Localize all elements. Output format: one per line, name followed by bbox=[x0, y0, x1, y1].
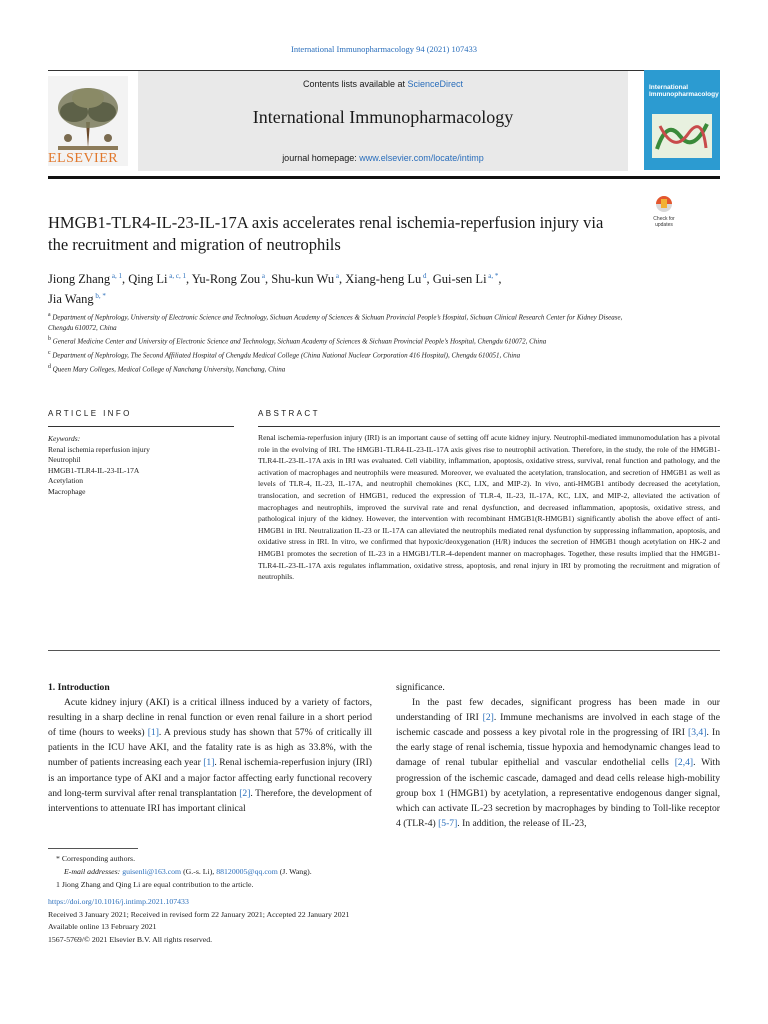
keyword: Acetylation bbox=[48, 476, 83, 485]
body-column-left bbox=[48, 680, 372, 816]
author-name[interactable]: Gui-sen Li bbox=[432, 272, 487, 287]
affiliation bbox=[48, 334, 648, 347]
keyword: HMGB1-TLR4-IL-23-IL-17A bbox=[48, 465, 140, 475]
footnotes bbox=[48, 852, 448, 891]
keyword: Renal ischemia reperfusion injury bbox=[48, 444, 150, 454]
affiliation-text: Queen Mary Colleges, Medical College of Nanchang University, Nanchang, China bbox=[50, 365, 286, 374]
author-affiliation-marker[interactable]: b, * bbox=[93, 292, 106, 301]
author-name[interactable]: Shu-kun Wu bbox=[271, 272, 335, 287]
author-separator: , bbox=[426, 272, 433, 287]
body-text: . Therefore, the development of interventions to attenuate IRI has important clinical bbox=[48, 787, 372, 814]
citation-link[interactable]: [3,4] bbox=[688, 727, 707, 739]
homepage-prefix: journal homepage: bbox=[282, 153, 360, 163]
affiliation bbox=[48, 362, 648, 375]
body-text: . Immune mechanisms are involved in each stage of the ischemic cascade and possess a key pivotal role in the progressing of IRI bbox=[396, 712, 720, 739]
abstract-heading: ABSTRACT bbox=[258, 409, 320, 418]
author-affiliation-marker[interactable]: a, 1 bbox=[110, 272, 123, 280]
citation-link[interactable]: [1] bbox=[147, 727, 159, 739]
journal-banner bbox=[138, 71, 628, 171]
doi-link[interactable]: https://doi.org/10.1016/j.intimp.2021.107433 bbox=[48, 897, 189, 906]
citation-link[interactable]: [2,4] bbox=[674, 757, 694, 769]
citation-link[interactable]: [2] bbox=[239, 787, 251, 799]
elsevier-wordmark[interactable]: ELSEVIER bbox=[48, 151, 119, 166]
body-text: In the past few decades, significant progress has been made in our understanding of IRI bbox=[396, 697, 720, 724]
received-dates: Received 3 January 2021; Received in revised form 22 January 2021; Accepted 22 January 2021 bbox=[48, 909, 350, 919]
svg-text:Check for: Check for bbox=[653, 216, 675, 222]
email-link-2[interactable]: 88120005@qq.com bbox=[216, 867, 278, 876]
body-text: . In addition, the release of IL-23, bbox=[457, 817, 587, 829]
author-name[interactable]: Xiang-heng Lu bbox=[345, 272, 422, 287]
contents-line bbox=[138, 79, 628, 89]
affiliation bbox=[48, 348, 648, 361]
publication-info bbox=[48, 896, 548, 946]
paragraph bbox=[396, 695, 720, 831]
keywords-block bbox=[48, 434, 234, 497]
body-text: Acute kidney injury (AKI) is a critical illness induced by a variety of factors, resulting in a sharp decline in renal function or even renal failure in a short period of time (hours to weeks) bbox=[48, 697, 372, 739]
body-column-right bbox=[396, 680, 720, 831]
author-name[interactable]: Yu-Rong Zou bbox=[191, 272, 261, 287]
author-affiliation-marker[interactable]: a bbox=[334, 272, 339, 280]
keywords-heading: Keywords: bbox=[48, 434, 81, 443]
author-list bbox=[48, 268, 668, 308]
author-name[interactable]: Qing Li bbox=[128, 272, 168, 287]
author-name[interactable]: Jiong Zhang bbox=[48, 272, 111, 287]
abstract-rule bbox=[258, 426, 720, 427]
sciencedirect-link[interactable]: ScienceDirect bbox=[407, 79, 464, 89]
journal-title: International Immunopharmacology bbox=[252, 107, 514, 127]
affiliation-text: Department of Nephrology, University of Electronic Science and Technology, Sichuan Academy of Sciences & Sichuan Provincial People’s Hospital, Sichuan Clinical Research Center for Kidney Disease, Chengdu 610072, China bbox=[48, 313, 623, 332]
author-separator: , bbox=[498, 272, 502, 287]
cover-graphic bbox=[652, 114, 712, 158]
homepage-line bbox=[138, 153, 628, 163]
abstract-bottom-rule bbox=[48, 650, 720, 651]
section-heading-introduction: 1. Introduction bbox=[48, 682, 110, 693]
affiliation-list bbox=[48, 310, 648, 376]
keyword: Neutrophil bbox=[48, 455, 81, 464]
keyword: Macrophage bbox=[48, 486, 86, 496]
check-for-updates-badge[interactable] bbox=[646, 193, 682, 229]
email-owner-2: (J. Wang). bbox=[277, 867, 312, 876]
affiliation-text: General Medicine Center and University of Electronic Science and Technology, Sichuan Academy of Sciences & Sichuan Provincial People’s Hospital, Chengdu 610072, China bbox=[50, 337, 547, 346]
author-affiliation-marker[interactable]: d bbox=[421, 272, 427, 280]
paragraph-continuation: significance. bbox=[396, 682, 445, 693]
affiliation-label: b bbox=[48, 336, 51, 343]
affiliation-text: Department of Nephrology, The Second Affiliated Hospital of Chengdu Medical College (China National Nuclear Corporation 416 Hospital), Chengdu 610051, China bbox=[50, 351, 521, 360]
author-name[interactable]: Jia Wang bbox=[48, 292, 94, 307]
cover-title: International Immunopharmacology bbox=[649, 84, 719, 98]
contents-prefix: Contents lists available at bbox=[302, 79, 408, 89]
author-separator: , bbox=[185, 272, 192, 287]
email-owner-1: (G.-s. Li), bbox=[181, 867, 217, 876]
email-link-1[interactable]: guisenli@163.com bbox=[122, 867, 182, 876]
footnote-rule bbox=[48, 848, 138, 849]
svg-text:updates: updates bbox=[655, 222, 673, 228]
article-title: HMGB1-TLR4-IL-23-IL-17A axis accelerates renal ischemia-reperfusion injury via the recruitment and migration of neutrophils bbox=[48, 213, 604, 254]
email-label: E-mail addresses: bbox=[64, 867, 123, 876]
corresponding-note: * Corresponding authors. bbox=[56, 854, 136, 863]
author-affiliation-marker[interactable]: a, * bbox=[486, 272, 499, 280]
body-text: . With progression of the ischemic cascade, damaged and dead cells release high-mobility group box 1 (HMGB1) by acetylation, a representative endogenous danger signal, which can activate IL-23 secretion by macrophages by binding to Toll-like receptor 4 (TLR-4) bbox=[396, 757, 720, 829]
body-text: . A previous study has shown that 57% of critically ill patients in the ICU have AKI, and the fatality rate is as high as 33.8%, with the number of patients increasing each year bbox=[48, 727, 372, 769]
abstract-text: Renal ischemia-reperfusion injury (IRI) is an important cause of setting off acute kidney injury. Neutrophil-mediated immunomodulation has a pivotal role in the evolving of IRI. The HMGB1-TLR4-IL-23-IL-17A axis gives rise to neutrophil activation. Therefore, in the study, the role of the HMGB1-TLR4-IL-23-IL-17A axis in IRI was evaluated. Cell viability, inflammation, apoptosis, oxidative stress, survival, renal function and pathology, and the activation of macrophages and neutrophils were measured. Moreover, we evaluated the acetylation, translocation, and secretion of HMGB1 as well as levels of TLR-4, IL-23, IL-17A, and neutrophil chemokines (KC, LIX, and MIP-2). In vivo, anti-HMGB1 antibody decreased the acetylation, translocation, and secretion of HMGB1, reduced the expression of TLR-4, IL-23, IL-17A, KC, LIX, and MIP-2, alleviated the activation of macrophages and neutrophils, improved the survival rate and renal dysfunction, and decreased inflammation, apoptosis, oxidative stress, and pathological injury of the kidney. However, the intervention with recombinant HMGB1(R-HMGB1) significantly abolish the above effect of anti-HMGB1 in IRI. Neutralization IL-23 or IL-17A can alleviated the neutrophils mediated renal dysfunction by suppressing inflammation, apoptosis, and oxidative stress in IRI. In vitro, we confirmed that hypoxic/deoxygenation (H/R) induces the secretion of HMGB1 though acetylation on HK-2 and HMGB1 promotes the secretion of IL-23 in a HMGB1/TLR-4-dependent manner on macrophages. Together, these results implied that the HMGB1-TLR4-IL-23-IL-17A axis regulates inflammation, oxidative stress, apoptosis, and renal injury in IRI by promoting the recruitment and migration of neutrophils. bbox=[258, 433, 720, 582]
body-text: . In the early stage of renal ischemia, tissue hypoxia and hemodynamic changes lead to damage of renal tubular epithelial and vascular endothelial cells bbox=[396, 727, 720, 769]
homepage-link[interactable]: www.elsevier.com/locate/intimp bbox=[359, 153, 484, 163]
author-affiliation-marker[interactable]: a bbox=[260, 272, 266, 280]
author-affiliation-marker[interactable]: a, c, 1 bbox=[167, 272, 186, 280]
citation-link[interactable]: [5-7] bbox=[438, 817, 458, 829]
affiliation-label: a bbox=[48, 312, 51, 318]
copyright: 1567-5769/© 2021 Elsevier B.V. All rights reserved. bbox=[48, 934, 213, 944]
affiliation-label: d bbox=[48, 363, 51, 370]
paragraph bbox=[48, 695, 372, 816]
affiliation-label: c bbox=[48, 350, 51, 357]
available-online: Available online 13 February 2021 bbox=[48, 922, 157, 931]
author-separator: , bbox=[338, 272, 346, 287]
citation-link[interactable]: [1] bbox=[203, 757, 215, 769]
journal-cover-thumbnail[interactable] bbox=[644, 70, 720, 170]
citation-link[interactable]: [2] bbox=[482, 712, 494, 724]
author-separator: , bbox=[265, 272, 272, 287]
keyword-list bbox=[48, 445, 234, 498]
article-info-heading: ARTICLE INFO bbox=[48, 409, 132, 418]
journal-citation[interactable]: International Immunopharmacology 94 (2021) 107433 bbox=[290, 44, 477, 54]
check-updates-icon bbox=[646, 193, 682, 229]
body-text: . Renal ischemia-reperfusion injury (IRI) is an importance type of AKI and a major factor affecting early functional recovery and long-term survival after renal transplantation bbox=[48, 757, 372, 799]
affiliation bbox=[48, 310, 648, 333]
article-info-rule bbox=[48, 426, 234, 427]
author-separator: , bbox=[122, 272, 129, 287]
equal-contribution-note: 1 Jiong Zhang and Qing Li are equal contribution to the article. bbox=[56, 880, 254, 889]
header-rule bbox=[48, 176, 720, 179]
email-note bbox=[64, 865, 448, 878]
